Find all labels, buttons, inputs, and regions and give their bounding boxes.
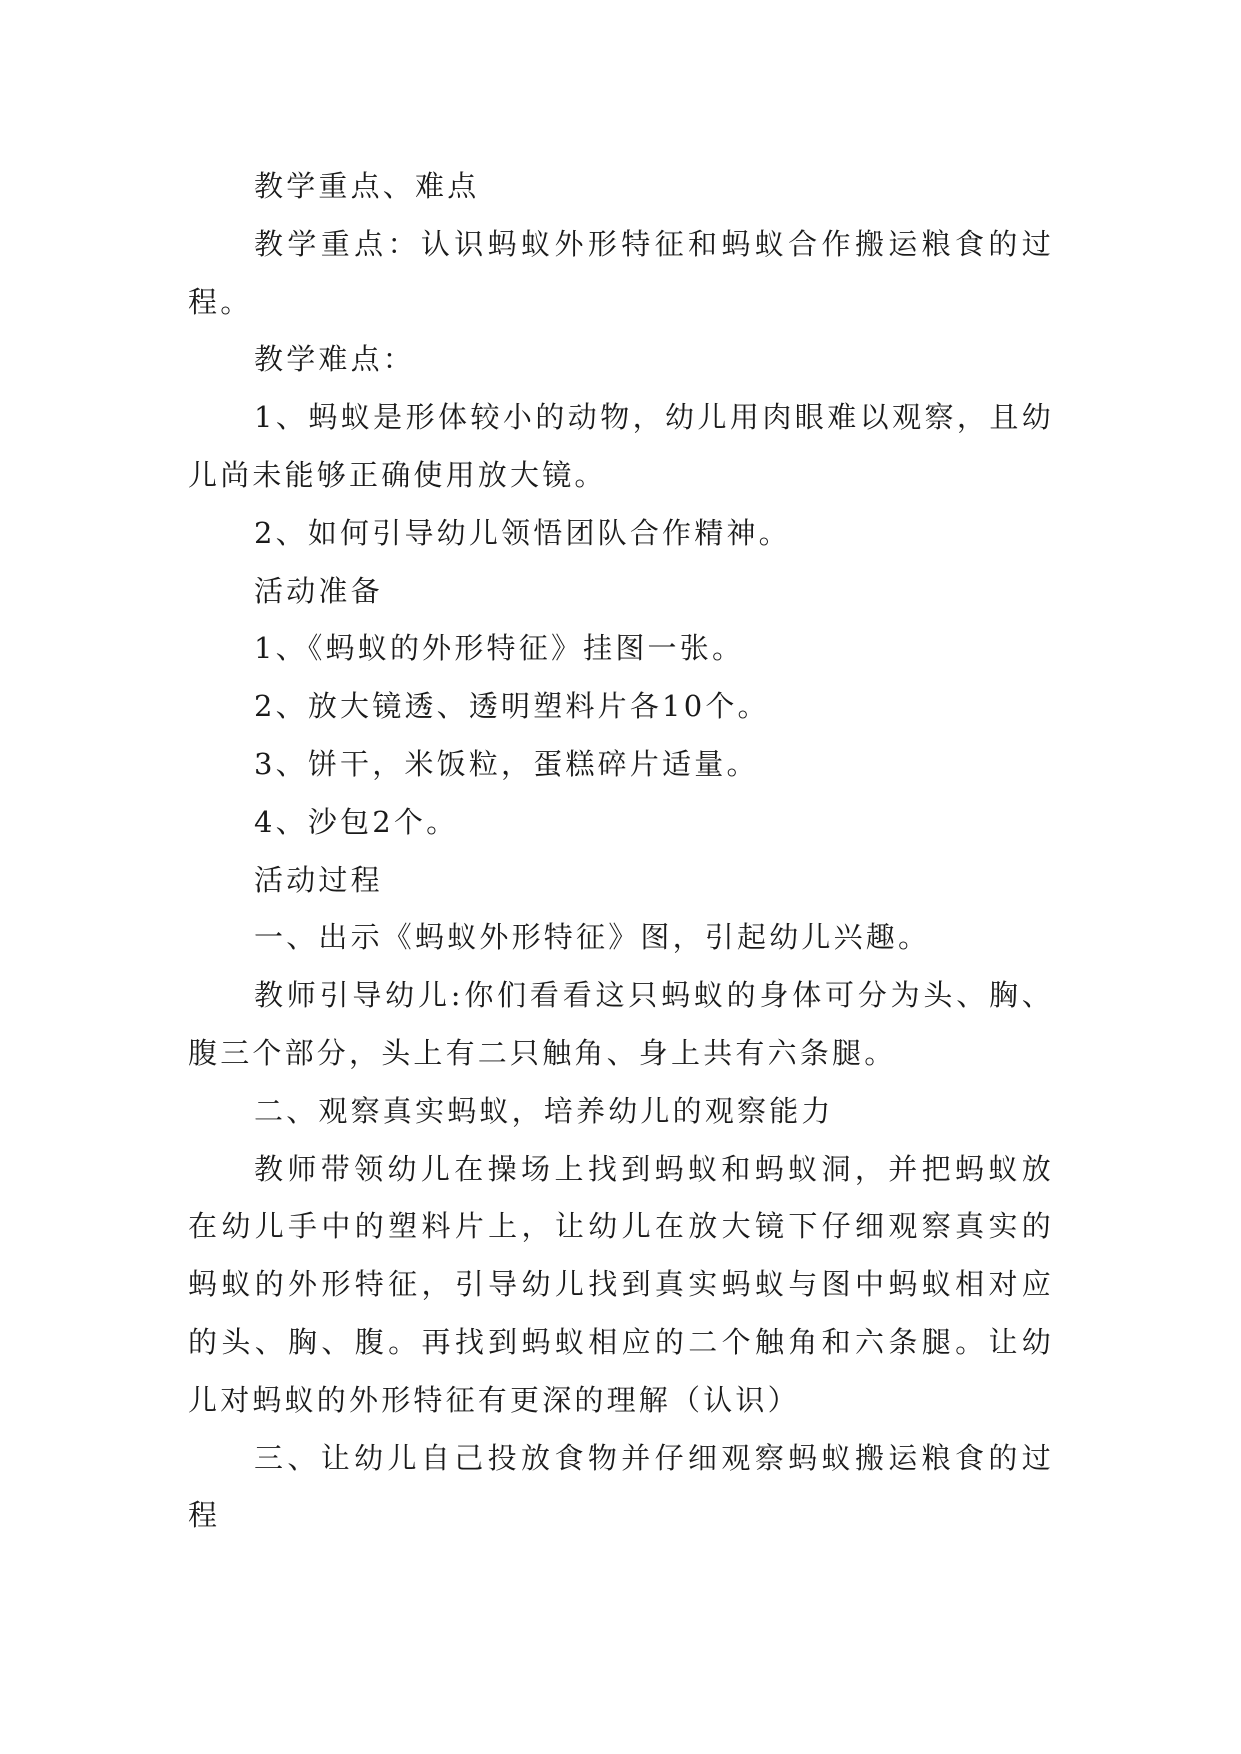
paragraph-step-3: 三、让幼儿自己投放食物并仔细观察蚂蚁搬运粮食的过程: [188, 1440, 1054, 1533]
paragraph-prep-4: 4、沙包2个。: [254, 804, 459, 839]
paragraph-step-2: 二、观察真实蚂蚁，培养幼儿的观察能力: [254, 1093, 834, 1128]
paragraph-difficulty-2: 2、如何引导幼儿领悟团队合作精神。: [254, 515, 791, 550]
paragraph-difficulty-label: 教学难点：: [254, 342, 416, 377]
document-body: [188, 158, 1054, 1545]
paragraph-difficulty-1: 1、蚂蚁是形体较小的动物，幼儿用肉眼难以观察，且幼儿尚未能够正确使用放大镜。: [188, 400, 1054, 492]
paragraph-step-1: 一、出示《蚂蚁外形特征》图，引起幼儿兴趣。: [254, 920, 931, 955]
paragraph-prep-2: 2、放大镜透、透明塑料片各10个。: [254, 689, 770, 724]
heading-key-points: 教学重点、难点: [254, 169, 480, 203]
heading-preparation: 活动准备: [254, 573, 383, 608]
heading-process: 活动过程: [254, 862, 383, 897]
paragraph-step-1-detail: 教师引导幼儿:你们看看这只蚂蚁的身体可分为头、胸、腹三个部分，头上有二只触角、身上共有六条腿。: [188, 978, 1054, 1070]
paragraph-prep-1: 1、《蚂蚁的外形特征》挂图一张。: [254, 631, 745, 666]
paragraph-key-point: 教学重点：认识蚂蚁外形特征和蚂蚁合作搬运粮食的过程。: [188, 226, 1054, 319]
paragraph-step-2-detail: 教师带领幼儿在操场上找到蚂蚁和蚂蚁洞，并把蚂蚁放在幼儿手中的塑料片上，让幼儿在放大镜下仔细观察真实的蚂蚁的外形特征，引导幼儿找到真实蚂蚁与图中蚂蚁相对应的头、胸、腹。再找到蚂蚁相应的二个触角和六条腿。让幼儿对蚂蚁的外形特征有更深的理解（认识）: [188, 1151, 1054, 1417]
paragraph-prep-3: 3、饼干，米饭粒，蛋糕碎片适量。: [254, 746, 759, 781]
